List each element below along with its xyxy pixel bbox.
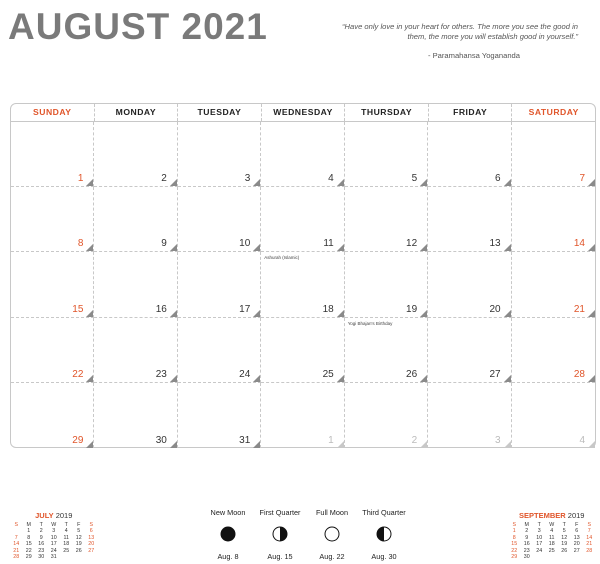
moon-phase-date: Aug. 30 (371, 552, 397, 561)
day-cell[interactable] (345, 122, 428, 187)
day-cell[interactable] (178, 122, 261, 187)
day-cell[interactable] (428, 318, 511, 383)
moon-phase-date: Aug. 15 (267, 552, 293, 561)
mini-day: 1 (512, 528, 516, 535)
moon-phase-label: Full Moon (315, 508, 349, 517)
mini-day: 4 (550, 528, 554, 535)
page-corner-icon (420, 441, 427, 448)
day-grid (11, 122, 595, 448)
weekday-wednesday: WEDNESDAY (262, 104, 346, 121)
day-number: 20 (489, 303, 501, 315)
mini-day: 21 (13, 547, 20, 554)
mini-day: 30 (38, 554, 45, 561)
day-number: 28 (573, 368, 585, 380)
mini-day: 20 (573, 541, 580, 548)
mini-weekday: S (89, 522, 94, 528)
moon-phase-label: Third Quarter (362, 508, 406, 517)
day-cell-next-month[interactable] (428, 383, 511, 448)
page-corner-icon (504, 179, 511, 186)
mini-weekday: T (537, 522, 541, 528)
day-cell[interactable] (261, 187, 344, 252)
day-cell[interactable] (345, 252, 428, 317)
weekday-monday: MONDAY (95, 104, 179, 121)
moon-phase-new (200, 508, 256, 561)
mini-week-row (10, 554, 98, 560)
day-cell[interactable] (428, 252, 511, 317)
day-cell[interactable] (261, 122, 344, 187)
day-cell-next-month[interactable] (512, 383, 595, 448)
page-corner-icon (420, 244, 427, 251)
mini-weekday: S (14, 522, 19, 528)
mini-day: 24 (50, 547, 57, 554)
mini-day: 31 (50, 554, 57, 561)
mini-day: 8 (27, 534, 31, 541)
day-cell[interactable] (345, 318, 428, 383)
mini-weekday: M (26, 522, 31, 528)
day-number: 25 (322, 368, 334, 380)
mini-day: 19 (561, 541, 568, 548)
mini-day: 26 (75, 547, 82, 554)
new-moon-icon (220, 526, 236, 542)
mini-day: 20 (88, 541, 95, 548)
mini-day: 13 (573, 534, 580, 541)
mini-day (558, 554, 571, 560)
mini-day: 16 (38, 541, 45, 548)
event-ashurah: Ashurah (Islamic) (264, 255, 300, 261)
page-corner-icon (337, 244, 344, 251)
page-corner-icon (86, 310, 93, 317)
day-number: 3 (495, 434, 501, 446)
mini-day: 11 (63, 534, 69, 541)
page-corner-icon (588, 179, 595, 186)
mini-weekday: T (64, 522, 68, 528)
mini-day: 14 (586, 534, 593, 541)
page-corner-icon (253, 244, 260, 251)
mini-day: 1 (27, 528, 31, 535)
moon-phase-third-quarter (356, 508, 412, 561)
page-corner-icon (337, 310, 344, 317)
day-cell[interactable] (512, 122, 595, 187)
page-corner-icon (86, 441, 93, 448)
day-number: 15 (72, 303, 84, 315)
mini-day: 22 (25, 547, 32, 554)
day-number: 8 (77, 238, 84, 250)
page-corner-icon (588, 310, 595, 317)
weekday-tuesday: TUESDAY (178, 104, 262, 121)
mini-day: 22 (511, 547, 518, 554)
mini-weekday: W (51, 522, 57, 528)
mini-day: 10 (536, 534, 543, 541)
day-cell[interactable] (512, 252, 595, 317)
mini-day: 13 (88, 534, 95, 541)
mini-weekday: M (524, 522, 529, 528)
day-cell[interactable] (428, 187, 511, 252)
day-cell[interactable] (428, 122, 511, 187)
moon-phase-date: Aug. 8 (217, 552, 239, 561)
mini-calendar-july (10, 511, 98, 560)
page-corner-icon (86, 179, 93, 186)
day-number: 17 (239, 303, 251, 315)
page-corner-icon (86, 375, 93, 382)
mini-month-name: JULY (35, 511, 54, 520)
day-number: 4 (328, 173, 334, 185)
day-number: 30 (155, 434, 167, 446)
mini-day: 21 (586, 541, 593, 548)
mini-weekday: F (575, 522, 579, 528)
page-corner-icon (170, 375, 177, 382)
page-corner-icon (170, 310, 177, 317)
page-corner-icon (253, 310, 260, 317)
page-corner-icon (253, 179, 260, 186)
mini-day: 7 (14, 534, 18, 541)
page-corner-icon (337, 375, 344, 382)
mini-day: 16 (523, 541, 530, 548)
day-cell[interactable] (11, 318, 94, 383)
day-cell[interactable] (345, 187, 428, 252)
day-cell[interactable] (11, 252, 94, 317)
mini-day: 27 (573, 547, 580, 554)
mini-day: 8 (512, 534, 516, 541)
day-number: 12 (406, 238, 418, 250)
page-corner-icon (86, 244, 93, 251)
mini-day (60, 554, 73, 560)
mini-month-year: 2019 (567, 511, 585, 520)
mini-calendar-table (10, 522, 98, 560)
mini-day: 28 (586, 547, 593, 554)
day-cell[interactable] (94, 383, 177, 448)
mini-calendar-title (10, 511, 98, 520)
event-yogi-bhajan-birthday: Yogi Bhajan's Birthday (347, 320, 393, 326)
mini-weekday: W (549, 522, 555, 528)
day-number: 21 (573, 303, 585, 315)
day-number: 2 (411, 434, 418, 446)
day-number: 29 (72, 434, 84, 446)
moon-phase-label: First Quarter (259, 508, 301, 517)
day-number: 1 (328, 434, 334, 446)
mini-day: 29 (25, 554, 32, 561)
quote-text: “Have only love in your heart for others. The more you see the good in them, the more you will establish good in yourself.” (342, 22, 578, 42)
page-corner-icon (504, 375, 511, 382)
quote-author: - Paramahansa Yogananda (427, 50, 520, 60)
mini-day: 24 (536, 547, 543, 554)
day-number: 7 (579, 173, 585, 185)
mini-day: 19 (75, 541, 82, 548)
mini-weekday: S (587, 522, 592, 528)
first-quarter-moon-icon (272, 526, 288, 542)
day-cell[interactable] (261, 318, 344, 383)
mini-day (571, 554, 584, 560)
day-cell[interactable] (94, 122, 177, 187)
full-moon-icon (324, 526, 340, 542)
mini-calendar-september (508, 511, 596, 560)
mini-day: 18 (548, 541, 555, 548)
mini-weekday: S (512, 522, 517, 528)
day-number: 3 (244, 173, 251, 185)
page-corner-icon (504, 441, 511, 448)
day-number: 2 (161, 173, 167, 185)
day-number: 26 (406, 368, 418, 380)
mini-day: 9 (39, 534, 43, 541)
day-cell[interactable] (178, 187, 261, 252)
day-number: 4 (579, 434, 585, 446)
mini-day: 3 (537, 528, 541, 535)
mini-day: 18 (63, 541, 70, 548)
page-corner-icon (504, 244, 511, 251)
weekday-friday: FRIDAY (429, 104, 513, 121)
month-calendar (10, 103, 596, 448)
weekday-saturday: SATURDAY (528, 107, 579, 117)
mini-day: 11 (549, 534, 555, 541)
page-corner-icon (253, 375, 260, 382)
moon-phase-label: New Moon (210, 508, 246, 517)
mini-month-name: SEPTEMBER (519, 511, 566, 520)
page-corner-icon (504, 310, 511, 317)
day-number: 14 (573, 238, 585, 250)
mini-day: 30 (523, 554, 530, 561)
day-cell[interactable] (94, 318, 177, 383)
day-cell[interactable] (512, 187, 595, 252)
page-corner-icon (253, 441, 260, 448)
mini-month-year: 2019 (55, 511, 73, 520)
day-cell[interactable] (261, 252, 344, 317)
day-cell[interactable] (94, 252, 177, 317)
mini-weekday: F (77, 522, 81, 528)
mini-calendar-table (508, 522, 596, 560)
mini-calendar-title (508, 511, 596, 520)
day-cell[interactable] (178, 383, 261, 448)
day-cell[interactable] (94, 187, 177, 252)
mini-weekday: T (562, 522, 566, 528)
mini-day (546, 554, 559, 560)
day-number: 22 (72, 368, 84, 380)
day-cell[interactable] (178, 252, 261, 317)
moon-phase-full (304, 508, 360, 561)
mini-day: 28 (13, 554, 20, 561)
mini-day: 23 (523, 547, 530, 554)
mini-day: 9 (525, 534, 529, 541)
page-corner-icon (170, 179, 177, 186)
day-cell-next-month[interactable] (261, 383, 344, 448)
mini-day: 15 (25, 541, 32, 548)
mini-day: 17 (50, 541, 57, 548)
day-number: 1 (77, 173, 84, 185)
weekday-sunday: SUNDAY (11, 104, 95, 121)
mini-day: 5 (562, 528, 566, 535)
month-title: AUGUST 2021 (8, 6, 268, 47)
page-corner-icon (420, 310, 427, 317)
weekday-header (11, 104, 595, 122)
day-number: 5 (411, 173, 418, 185)
mini-day: 27 (88, 547, 95, 554)
moon-phase-first-quarter (252, 508, 308, 561)
mini-day: 2 (525, 528, 529, 535)
mini-day: 25 (63, 547, 70, 554)
mini-day: 29 (511, 554, 518, 561)
mini-day: 25 (548, 547, 555, 554)
day-number: 19 (406, 303, 418, 315)
day-number: 23 (155, 368, 167, 380)
mini-day: 7 (587, 528, 591, 535)
mini-day: 4 (64, 528, 68, 535)
mini-day: 15 (511, 541, 518, 548)
day-number: 31 (239, 434, 251, 446)
weekday-thursday: THURSDAY (345, 104, 429, 121)
day-number: 6 (495, 173, 501, 185)
mini-day: 12 (561, 534, 568, 541)
mini-day (85, 554, 98, 560)
mini-day: 3 (52, 528, 56, 535)
mini-day: 12 (75, 534, 82, 541)
mini-day: 14 (13, 541, 20, 548)
page-corner-icon (337, 179, 344, 186)
day-number: 13 (489, 238, 501, 250)
third-quarter-moon-icon (376, 526, 392, 542)
day-cell[interactable] (178, 318, 261, 383)
mini-day (583, 554, 596, 560)
day-number: 11 (323, 238, 334, 250)
day-cell[interactable] (11, 122, 94, 187)
mini-day: 23 (38, 547, 45, 554)
mini-day (73, 554, 86, 560)
page-corner-icon (588, 244, 595, 251)
page-corner-icon (337, 441, 344, 448)
page-corner-icon (420, 179, 427, 186)
day-number: 27 (489, 368, 501, 380)
mini-day: 5 (77, 528, 81, 535)
page-corner-icon (420, 375, 427, 382)
mini-day: 2 (39, 528, 43, 535)
day-cell[interactable] (11, 383, 94, 448)
mini-day: 10 (50, 534, 57, 541)
mini-day: 6 (575, 528, 579, 535)
page-corner-icon (170, 441, 177, 448)
day-number: 18 (322, 303, 334, 315)
page-corner-icon (588, 441, 595, 448)
quote-block (328, 22, 578, 61)
mini-day: 17 (536, 541, 543, 548)
day-cell-next-month[interactable] (345, 383, 428, 448)
mini-day: 26 (561, 547, 568, 554)
day-cell[interactable] (512, 318, 595, 383)
moon-phase-date: Aug. 22 (319, 552, 345, 561)
day-cell[interactable] (11, 187, 94, 252)
mini-weekday: T (39, 522, 43, 528)
mini-day: 6 (89, 528, 93, 535)
moon-phases (200, 508, 415, 564)
mini-day (533, 554, 546, 560)
page-corner-icon (170, 244, 177, 251)
day-number: 9 (161, 238, 167, 250)
page-corner-icon (588, 375, 595, 382)
mini-week-row (508, 554, 596, 560)
day-number: 10 (239, 238, 251, 250)
day-number: 24 (239, 368, 251, 380)
day-number: 16 (155, 303, 167, 315)
